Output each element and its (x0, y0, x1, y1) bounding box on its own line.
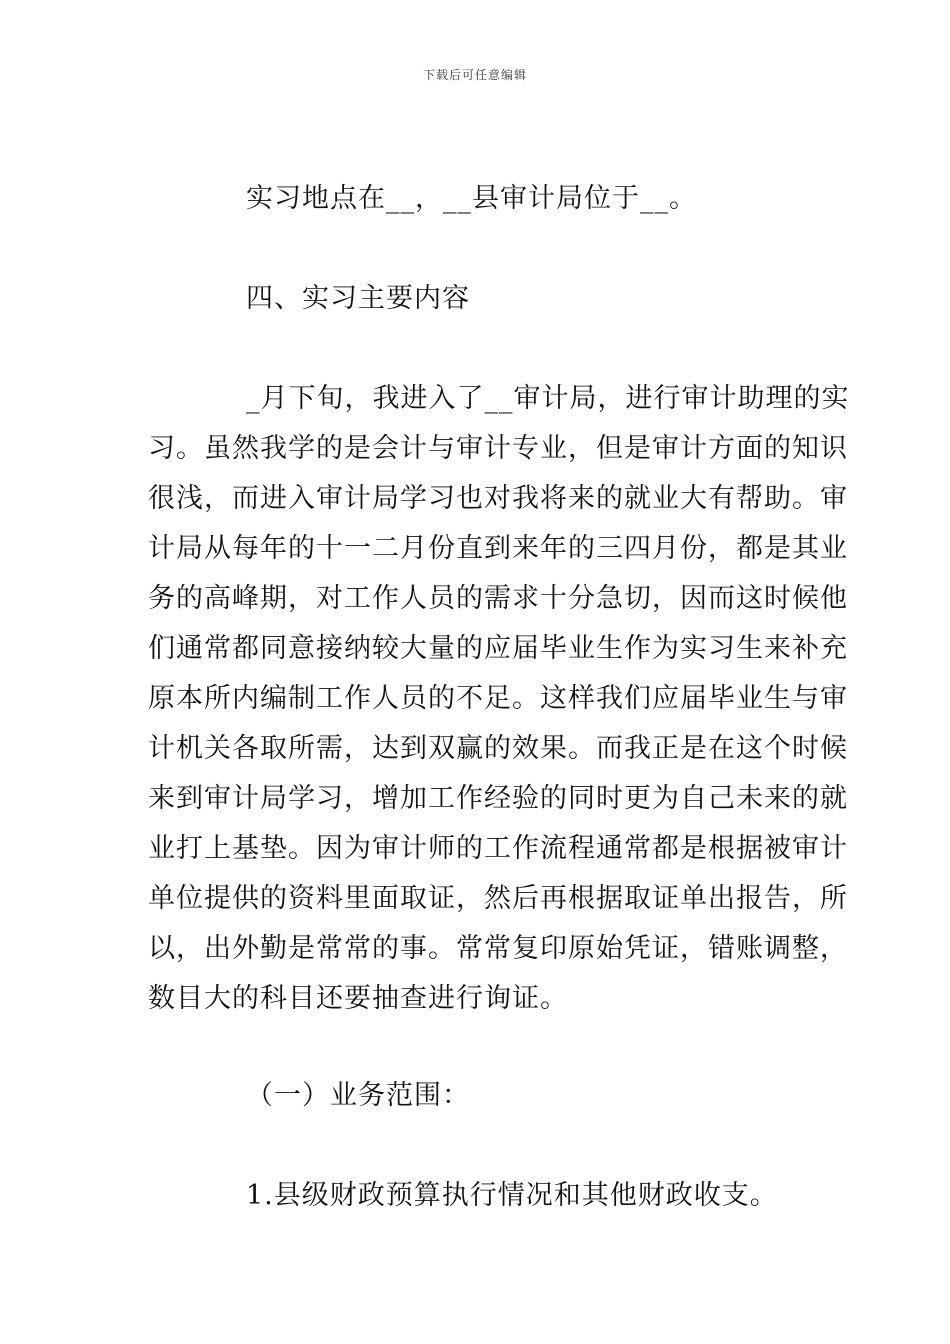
paragraph-line: 们通常都同意接纳较大量的应届毕业生作为实习生来补充 (148, 633, 848, 664)
paragraph-line: 以，出外勤是常常的事。常常复印原始凭证，错账调整， (148, 933, 848, 964)
paragraph-line: 计局从每年的十一二月份直到来年的三四月份，都是其业 (148, 533, 848, 564)
list-item: 1.县级财政预算执行情况和其他财政收支。 (246, 1180, 778, 1211)
paragraph-line: 原本所内编制工作人员的不足。这样我们应届毕业生与审 (148, 683, 848, 714)
page-header-note: 下载后可任意编辑 (422, 68, 527, 82)
paragraph-line: _月下旬，我进入了__审计局，进行审计助理的实 (246, 383, 850, 414)
subheading-business-scope: （一）业务范围： (246, 1080, 470, 1111)
paragraph-line: 业打上基垫。因为审计师的工作流程通常都是根据被审计 (148, 833, 848, 864)
paragraph-line: 来到审计局学习，增加工作经验的同时更为自己未来的就 (148, 783, 848, 814)
paragraph-line: 数目大的科目还要抽查进行询证。 (148, 983, 568, 1014)
paragraph-line: 很浅，而进入审计局学习也对我将来的就业大有帮助。审 (148, 483, 848, 514)
paragraph-line: 单位提供的资料里面取证，然后再根据取证单出报告，所 (148, 883, 848, 914)
paragraph-line: 计机关各取所需，达到双赢的效果。而我正是在这个时候 (148, 733, 848, 764)
location-line: 实习地点在__，__县审计局位于__。 (246, 183, 697, 214)
paragraph-line: 习。虽然我学的是会计与审计专业，但是审计方面的知识 (148, 433, 848, 464)
paragraph-line: 务的高峰期，对工作人员的需求十分急切，因而这时候他 (148, 583, 848, 614)
section-heading: 四、实习主要内容 (246, 283, 470, 314)
